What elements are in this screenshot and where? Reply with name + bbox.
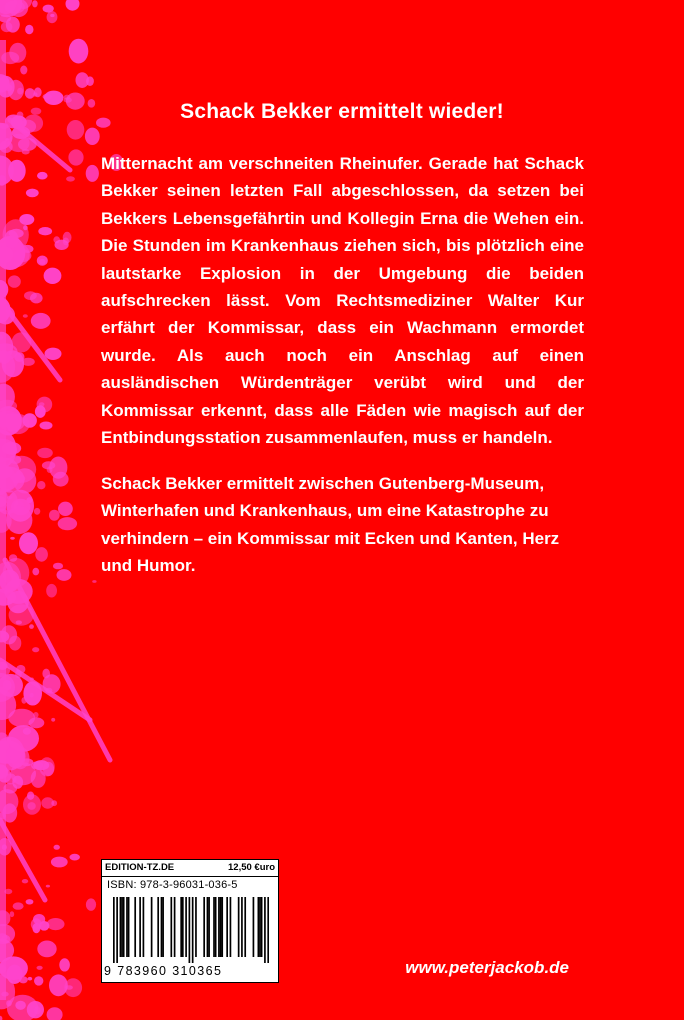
barcode-header [102, 860, 278, 877]
author-website[interactable]: www.peterjackob.de [405, 958, 569, 977]
blurb-paragraph-2: Schack Bekker ermittelt zwischen Gutenberg-Museum, Winterhafen und Krankenhaus, um eine Katastrophe zu verhindern – ein Kommissar mit Ecken und Kanten, Herz und Humor. [101, 474, 560, 576]
cover-headline: Schack Bekker ermittelt wieder! [180, 100, 504, 123]
barcode-bars [113, 897, 269, 963]
blurb-paragraph-1: Mitternacht am verschneiten Rheinufer. Gerade hat Schack Bekker seinen letzten Fall abgeschlossen, da setzen bei Bekkers Lebensgefährtin und Kollegin Erna die Wehen ein. Die Stunden im Krankenhaus ziehen sich, bis plötzlich eine lautstarke Explosion in der Umgebung die beiden aufschrecken lässt. Vom Rechtsmediziner Walter Kur erfährt der Kommissar, dass ein Wachmann ermordet wurde. Als auch noch ein Anschlag auf einen ausländischen Würdenträger verübt wird und der Kommissar erkennt, dass alle Fäden wie magisch auf der Entbindungsstation zusammenlaufen, muss er handeln. [101, 154, 584, 448]
isbn-number: ISBN: 978-3-96031-036-5 [107, 879, 238, 891]
isbn-barcode-label [101, 859, 279, 983]
publisher-name: EDITION-TZ.DE [105, 862, 175, 873]
barcode-digits: 9 783960 310365 [104, 964, 223, 978]
price-label: 12,50 €uro [228, 862, 275, 873]
